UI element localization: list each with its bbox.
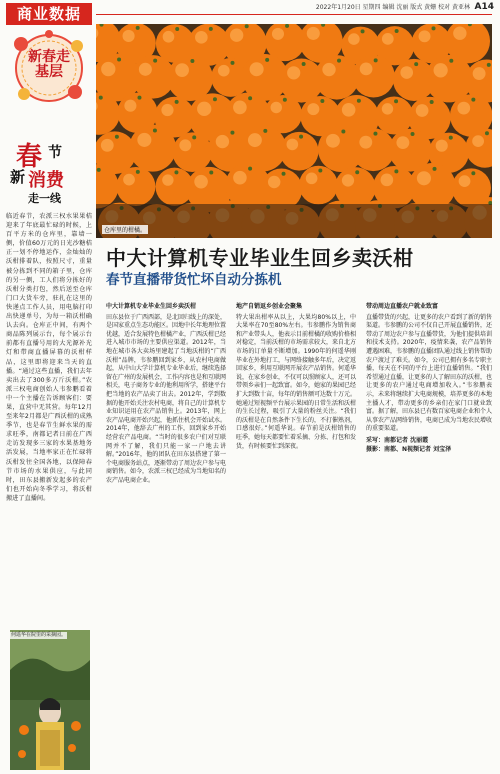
orange-highlight <box>419 30 431 42</box>
orange-fruit <box>409 163 456 210</box>
orchard-photo <box>10 630 90 770</box>
orange-stem <box>361 29 365 33</box>
orange-highlight <box>162 174 173 185</box>
orange-stem <box>136 26 140 30</box>
column-2-text: 特大果出柑率从以上，大果均80%以上，中大果率在70至80%左右。韦参鹏作为销售商和产业带头人，他表示目前柑橘的收购价格相对稳定，当前沃柑的市场需求较大，来自北方市场的订单量不断增加。1990年的何遥华刚毕业在外地打工，与网络接触多年后，决定返回家乡，利用互联网开展农产品销售。何遥华说，在家乡创业，不仅可以照顾家人，还可以带领乡亲们一起致富。如今，她家的果园已经扩大到数十亩，每年的销售额可达数十万元。她通过短视频平台展示果园的日常生活和沃柑的生长过程，吸引了大量的粉丝关注。“我们的沃柑是在自然条件下生长的，不打催熟剂，口感很好。”何遥华说。春节前是沃柑销售的旺季，她每天都要忙着采摘、分拣、打包和发货，有时候要忙到深夜。 <box>236 313 357 450</box>
orange-stem <box>137 96 141 100</box>
orange-highlight <box>248 133 262 147</box>
orange-stem <box>337 59 341 63</box>
orange-highlight <box>348 33 360 45</box>
orange-highlight <box>272 28 284 40</box>
orange-stem <box>282 172 286 176</box>
orange-stem <box>175 27 179 31</box>
orange-highlight <box>179 139 191 151</box>
orange-highlight <box>342 174 354 186</box>
orange-stem <box>411 132 415 136</box>
orange-stem <box>175 100 179 104</box>
orange-highlight <box>233 171 247 185</box>
orange-highlight <box>197 102 211 116</box>
orange-highlight <box>194 175 208 189</box>
orange-stem <box>153 129 157 133</box>
orange-fruit <box>352 55 395 98</box>
campaign-word-consume: 消费 <box>28 170 64 191</box>
orange-highlight <box>123 174 135 186</box>
orange-highlight <box>287 139 299 151</box>
orange-highlight <box>382 103 393 114</box>
orange-highlight <box>473 67 486 80</box>
badge-text: 新春走基层 <box>28 49 70 80</box>
orange-highlight <box>436 140 448 152</box>
article-headline: 中大计算机专业毕业生回乡卖沃柑 <box>106 246 414 270</box>
orange-highlight <box>101 139 114 152</box>
orange-fruit <box>129 125 176 172</box>
article-column-2 <box>236 300 356 451</box>
orange-stem <box>395 29 399 33</box>
orange-stem <box>99 96 103 100</box>
orange-stem <box>174 170 178 174</box>
orange-stem <box>265 58 269 62</box>
orange-stem <box>485 131 489 135</box>
orange-stem <box>117 57 121 61</box>
orange-stem <box>430 100 434 104</box>
orange-stem <box>209 171 213 175</box>
orange-highlight <box>306 172 318 184</box>
orange-fruit <box>280 132 319 171</box>
orange-highlight <box>101 62 115 76</box>
orange-fruit <box>299 166 338 205</box>
orange-highlight <box>400 66 413 79</box>
orange-stem <box>97 168 101 172</box>
orange-highlight <box>416 104 429 117</box>
orange-stem <box>248 167 252 171</box>
orange-fruit <box>116 167 155 206</box>
orange-highlight <box>360 62 373 75</box>
orange-stem <box>299 135 303 139</box>
orange-stem <box>136 170 140 174</box>
credits-writer: 采写：南都记者 沈丽霞 <box>366 436 429 444</box>
orange-highlight <box>175 63 189 77</box>
orange-stem <box>302 62 306 66</box>
column-2-heading: 地产自销返乡创业会聚集 <box>236 303 303 310</box>
orange-stem <box>373 132 377 136</box>
orange-highlight <box>342 103 356 117</box>
orange-stem <box>374 58 378 62</box>
orange-stem <box>449 59 453 63</box>
orange-stem <box>471 171 475 175</box>
orange-highlight <box>230 29 243 42</box>
orange-highlight <box>380 173 393 186</box>
header-rule <box>96 14 492 15</box>
orange-highlight <box>417 171 431 185</box>
orange-highlight <box>216 135 229 148</box>
orange-highlight <box>307 27 320 40</box>
campaign-title <box>8 136 92 208</box>
orange-highlight <box>359 136 372 149</box>
column-1-heading: 中大计算机专业毕业生回乡卖沃柑 <box>106 303 197 310</box>
column-1-text: 田东县位于广西西部，是北回归线上的深处，是国家重点生态功能区。因地中长年地理位置优越，适合发展特色柑橘产业，广西沃柑已经进入城市市场的主要供应渠道。2012年，当地在城市各大卖场里建起了当地沃柑的“广西沃柑”品牌，韦参鹏回到家乡，从农村电商做起，从中山大学计算机专业毕业后，继续选择留在广州的发展机会，工作内容也是和互联网相关，电子商务专业的他利用所学，搭建平台把当地的农产品卖了出去。2012年，学到数据的他开始关注农村电商，将自己的计算机专业知识运用在农产品销售上。2013年，网上农产品电商开始兴起，他抓住机会开始试水。2014年，他辞去广州的工作，回到家乡开始经营农产品电商。“当时的很多农户们对互联网并不了解，我们只能一家一户地去讲解。”2016年，他的团队在田东县搭建了第一个电商服务站点，逐渐带动了周边农户参与电商销售。如今，农派三权已经成为当地知名的农产品电商企业。 <box>106 313 227 484</box>
left-column <box>6 24 92 744</box>
orchard-photo-image <box>10 630 90 770</box>
orange-stem <box>433 167 437 171</box>
orange-highlight <box>163 31 175 43</box>
orange-stem <box>263 129 267 133</box>
orange-stem <box>432 26 436 30</box>
orange-stem <box>285 24 289 28</box>
orange-stem <box>192 135 196 139</box>
orange-stem <box>248 96 252 100</box>
orange-stem <box>414 62 418 66</box>
campaign-char-xin: 新 <box>10 168 26 186</box>
orange-highlight <box>161 104 173 116</box>
credits-photographer: 摄影：南都、N视频记者 刘宝泽 <box>366 445 452 453</box>
page-number: A14 <box>474 2 494 12</box>
campaign-char-chun: 春 <box>16 142 43 172</box>
orange-stem <box>245 24 249 28</box>
article-column-1 <box>106 300 226 485</box>
orange-stem <box>341 130 345 134</box>
orchard-photo-caption: 何遥华在院里的采摘园。 <box>11 632 67 638</box>
orange-fruit <box>167 55 213 101</box>
crate-shadow <box>96 204 492 238</box>
orange-stem <box>357 99 361 103</box>
orange-stem <box>115 135 119 139</box>
new-spring-badge <box>9 28 89 108</box>
orange-highlight <box>123 30 135 42</box>
orange-highlight <box>472 135 484 147</box>
orange-stem <box>209 27 213 31</box>
orange-highlight <box>137 133 151 147</box>
page-header <box>0 0 500 22</box>
orange-stem <box>320 99 324 103</box>
orange-highlight <box>459 175 471 187</box>
orange-stem <box>487 63 491 67</box>
warehouse-photo-caption: 仓库里的柑橘。 <box>104 227 147 234</box>
orange-stem <box>318 169 322 173</box>
orange-highlight <box>326 134 340 148</box>
orange-stem <box>394 169 398 173</box>
orange-fruit <box>375 96 413 134</box>
orange-highlight <box>396 136 409 149</box>
orange-highlight <box>287 66 300 79</box>
orange-stem <box>230 61 234 65</box>
orange-stem <box>230 131 234 135</box>
orange-highlight <box>218 65 230 77</box>
orange-highlight <box>124 100 136 112</box>
orange-stem <box>153 59 157 63</box>
orange-stem <box>449 136 453 140</box>
header-meta: 2022年1月20日 星期四 编辑 沈丽 版式 黄姗 校对 黄亚林 <box>315 4 470 11</box>
article-subhead: 春节直播带货忙坏自动分拣机 <box>106 272 282 288</box>
orange-highlight <box>307 103 319 115</box>
orange-highlight <box>433 63 447 77</box>
warehouse-photo <box>96 24 492 238</box>
campaign-word-frontline: 走一线 <box>28 192 61 205</box>
article-column-3 <box>366 300 492 454</box>
column-3-heading: 带动周边直播农户就业致富 <box>366 303 439 310</box>
orange-highlight <box>457 102 470 115</box>
orange-highlight <box>139 63 152 76</box>
orange-stem <box>190 59 194 63</box>
orange-highlight <box>233 101 247 115</box>
orange-highlight <box>195 31 208 44</box>
orange-highlight <box>453 26 466 39</box>
campaign-char-jie: 节 <box>48 145 62 161</box>
intro-text: 临近春节，农派三权水果果桔迎来了年底最忙碌的时候，上百平方米的仓库里，靠墙一侧，价值60万元的日光沙糖桔正一划不停地运作，金灿灿的沃柑排着队，按照尺寸，重量被分拣到不同的箱子里，仓库的另一侧，工人们将分拣好的沃柑分类打包，然后送至仓库门口大货车旁，驻扎在这里的快递点工作人员，用电脑打印出快递单号，为每一箱沃柑确认去向。仓库正中间，有两个商品陈列展示台，每个展示台前都有直播号用的大光源补光灯和带商直播屏幕的沃柑样品，这里即将迎来当天的直播。“通过这些直播，我们去年卖出去了300多万斤沃柑。”农派三权电商创始人韦参鹏看着中一个主播在告诉顾客们：要果，直营中无其营。每年12月至来年2月都是广西沃柑的成熟季节，也是春节生鲜水果的需求旺季，南都记者日前在广西走访发现多三家的水果基地务活发展，当地率家正在忙碌将沃柑发往全国各地，以保障春节市场的水果供应，与此同时，田东县搬新发起多的农产们也开始向冬季学习，将沃柑搬进了直播间。 <box>6 213 92 502</box>
orange-stem <box>355 170 359 174</box>
orange-fruit <box>172 132 212 172</box>
orange-crates-image <box>96 24 492 238</box>
orange-stem <box>213 97 217 101</box>
orange-highlight <box>382 33 394 45</box>
orange-highlight <box>268 176 280 188</box>
column-3-text: 直播带货的兴起，让更多的农户看到了新的销售渠道。韦参鹏的公司不仅自己开展直播销售，还带动了周边农户参与直播带货，为他们提供培训和技术支持。2020年，疫情来袭，农产品销售遭遇困难，韦参鹏的直播团队通过线上销售帮助农户渡过了难关。如今，公司已拥有多名专职主播，每天在不同的平台上进行直播销售。“我们希望通过直播，让更多的人了解田东的沃柑，也让更多的农户通过电商增加收入。”韦参鹏表示，未来将继续扩大电商规模，培养更多的本地主播人才，带动更多的乡亲们在家门口就业致富。据了解，田东县已有数百家电商企业和个人从事农产品网络销售，电商已成为当地农民增收的重要渠道。 <box>366 313 493 433</box>
section-tag: 商业数据 <box>6 3 92 25</box>
orange-highlight <box>250 62 264 76</box>
orange-highlight <box>322 63 335 76</box>
orange-stem <box>283 98 287 102</box>
orange-highlight <box>271 102 282 113</box>
orange-stem <box>471 98 475 102</box>
orange-stem <box>394 99 398 103</box>
orange-fruit <box>352 128 395 171</box>
